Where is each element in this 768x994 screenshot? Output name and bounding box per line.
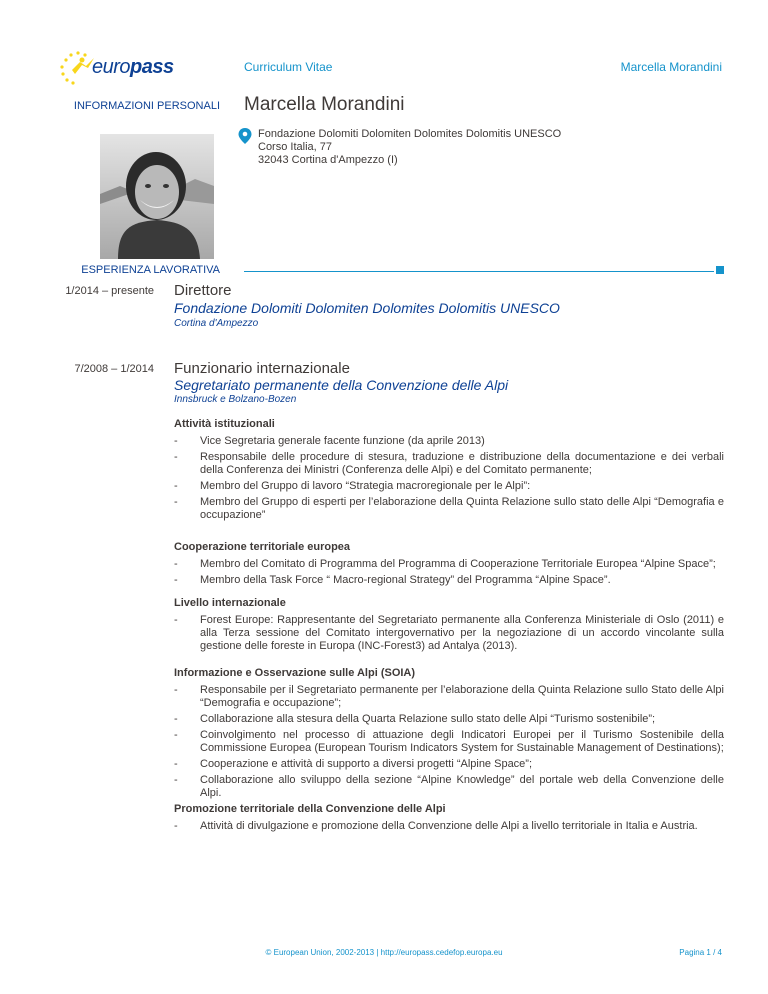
personal-info-label: INFORMAZIONI PERSONALI <box>73 100 220 112</box>
duties-heading: Cooperazione territoriale europea <box>174 541 351 553</box>
duties-heading: Informazione e Osservazione sulle Alpi (SOIA) <box>174 667 416 679</box>
duties-heading: Promozione territoriale della Convenzione delle Alpi <box>174 803 446 815</box>
header-doc-title: Curriculum Vitae <box>244 60 333 74</box>
list-item: - Collaborazione alla stesura della Quarta Relazione sullo stato delle Alpi “Turismo sostenibile”; <box>174 713 656 725</box>
list-item: - Collaborazione allo sviluppo della sezione “Alpine Knowledge” del portale web della Convenzione delle Alpi. <box>174 774 724 799</box>
job-dates: 1/2014 – presente <box>65 285 154 297</box>
duties-heading: Livello internazionale <box>174 597 286 609</box>
list-item: - Attività di divulgazione e promozione della Convenzione delle Alpi a livello territoriale in Italia e Austria. <box>174 820 698 832</box>
job-organization: Fondazione Dolomiti Dolomiten Dolomites Dolomitis UNESCO <box>174 300 560 316</box>
list-item: - Forest Europe: Rappresentante del Segretariato permanente alla Conferenza Ministeriale di Oslo (2011) e alla Terza sessione del Comitato intergovernativo per la negoziazione di un accordo vincolante sulla gestione delle foreste in Europa (INC-Forest3) ad Antalya (2013). <box>174 614 724 652</box>
list-item: - Membro del Gruppo di lavoro “Strategia macroregionale per le Alpi”: <box>174 480 531 492</box>
footer-copyright: © European Union, 2002-2013 | http://europass.cedefop.europa.eu <box>265 948 503 957</box>
section-marker <box>716 266 724 274</box>
person-name: Marcella Morandini <box>244 94 405 115</box>
list-item: - Membro del Comitato di Programma del Programma di Cooperazione Territoriale Europea “Alpine Space”; <box>174 558 716 570</box>
list-item: - Membro del Gruppo di esperti per l’elaborazione della Quinta Relazione sullo stato delle Alpi “Demografia e occupazione” <box>174 496 724 521</box>
duties-heading: Attività istituzionali <box>174 418 275 430</box>
europass-logo <box>58 50 174 86</box>
job-title: Funzionario internazionale <box>174 360 350 377</box>
duties-section <box>174 597 724 656</box>
list-item: - Responsabile per il Segretariato permanente per l’elaborazione della Quinta Relazione sullo Stato delle Alpi “Demografia e occupazione”; <box>174 684 724 709</box>
duties-section <box>174 667 724 803</box>
list-item: - Vice Segretaria generale facente funzione (da aprile 2013) <box>174 435 485 447</box>
address-line: Corso Italia, 77 <box>258 141 332 153</box>
duties-list <box>174 558 724 587</box>
duties-section <box>174 803 724 836</box>
job-dates: 7/2008 – 1/2014 <box>74 363 154 375</box>
address-line: 32043 Cortina d'Ampezzo (I) <box>258 154 398 166</box>
section-divider <box>244 271 714 272</box>
address <box>258 128 561 167</box>
profile-photo <box>100 134 214 259</box>
list-item: - Membro della Task Force “ Macro-regional Strategy” del Programma “Alpine Space”. <box>174 574 611 586</box>
list-item: - Coinvolgimento nel processo di attuazione degli Indicatori Europei per il Turismo Sostenibile della Commissione Europea (European Tourism Indicators System for Sustainable Management of Destinations); <box>174 729 724 754</box>
list-item: - Cooperazione e attività di supporto a diversi progetti “Alpine Space”; <box>174 758 533 770</box>
address-line: Fondazione Dolomiti Dolomiten Dolomites Dolomitis UNESCO <box>258 128 562 140</box>
list-item: - Responsabile delle procedure di stesura, traduzione e distribuzione della documentazione e dei verbali della Conferenza dei Ministri (Conferenza delle Alpi) e del Comitato permanente; <box>174 451 724 476</box>
duties-list <box>174 820 724 833</box>
job-title: Direttore <box>174 282 232 299</box>
location-pin-icon <box>238 128 252 144</box>
job-place: Innsbruck e Bolzano-Bozen <box>174 394 297 405</box>
logo-text: europass <box>92 56 174 78</box>
job-place: Cortina d'Ampezzo <box>174 318 259 329</box>
page-number: Pagina 1 / 4 <box>679 948 722 957</box>
job-organization: Segretariato permanente della Convenzione delle Alpi <box>174 377 509 393</box>
duties-section <box>174 418 724 525</box>
duties-list <box>174 684 724 800</box>
experience-label: ESPERIENZA LAVORATIVA <box>81 264 220 276</box>
duties-list <box>174 614 724 653</box>
duties-section <box>174 541 724 590</box>
header-person-name: Marcella Morandini <box>620 60 722 74</box>
duties-list <box>174 435 724 522</box>
